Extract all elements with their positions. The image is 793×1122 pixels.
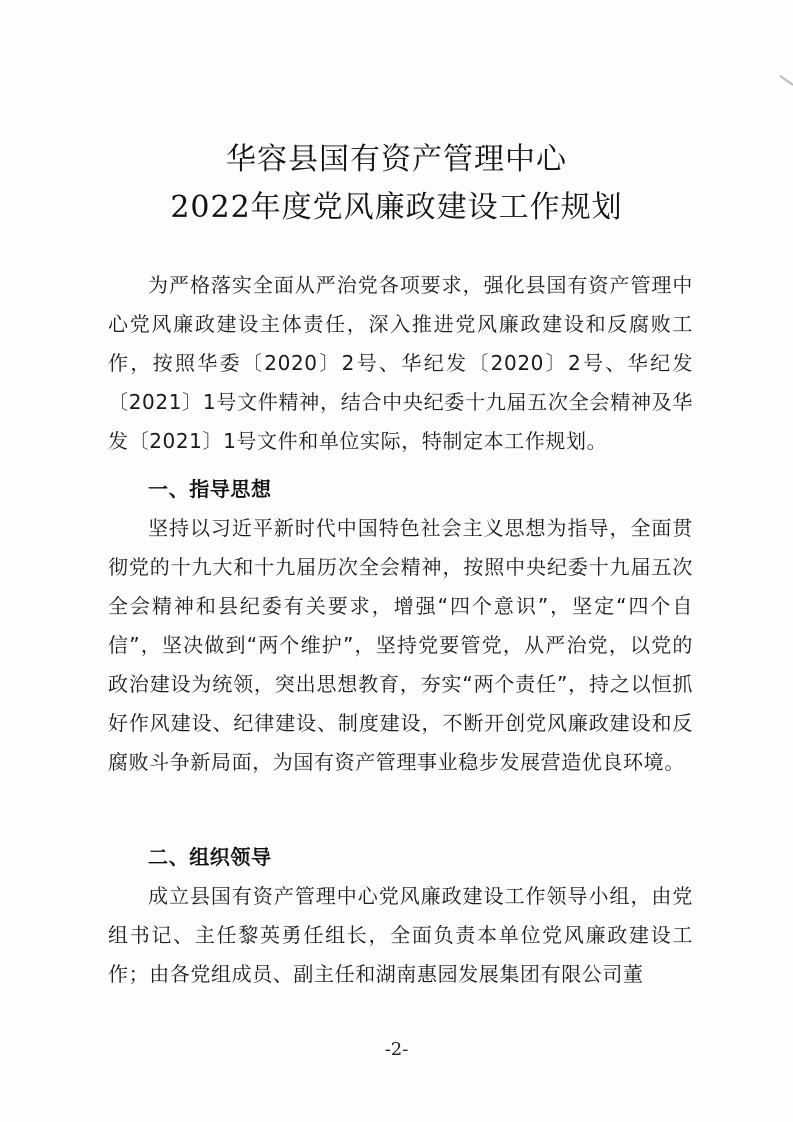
document-title-line1: 华容县国有资产管理中心 <box>226 142 567 177</box>
page-number: -2- <box>384 1039 409 1060</box>
section-heading-organization-leadership: 二、组织领导 <box>148 845 272 869</box>
document-title-line2: 2022年度党风廉政建设工作规划 <box>170 190 623 225</box>
intro-paragraph: 为严格落实全面从严治党各项要求，强化县国有资产管理中心党风廉政建设主体责任，深入推进党风廉政建设和反腐败工作，按照华委〔2020〕2号、华纪发〔2020〕2号、华纪发〔2021〕1号文件精神，结合中央纪委十九届五次全会精神及华发〔2021〕1号文件和单位实际，特制定本工作规划。 <box>108 273 693 453</box>
section-heading-guiding-ideology: 一、指导思想 <box>148 477 272 501</box>
section-body-guiding-ideology: 坚持以习近平新时代中国特色社会主义思想为指导，全面贯彻党的十九大和十九届历次全会精神，按照中央纪委十九届五次全会精神和县纪委有关要求，增强“四个意识”，坚定“四个自信”，坚决做到“两个维护”，坚持党要管党，从严治党，以党的政治建设为统领，突出思想教育，夯实“两个责任”，持之以恒抓好作风建设、纪律建设、制度建设，不断开创党风廉政建设和反腐败斗争新局面，为国有资产管理事业稳步发展营造优良环境。 <box>108 516 693 774</box>
section-body-organization-leadership: 成立县国有资产管理中心党风廉政建设工作领导小组，由党组书记、主任黎英勇任组长，全面负责本单位党风廉政建设工作；由各党组成员、副主任和湖南惠园发展集团有限公司董 <box>108 884 693 986</box>
scan-mark <box>779 75 793 86</box>
